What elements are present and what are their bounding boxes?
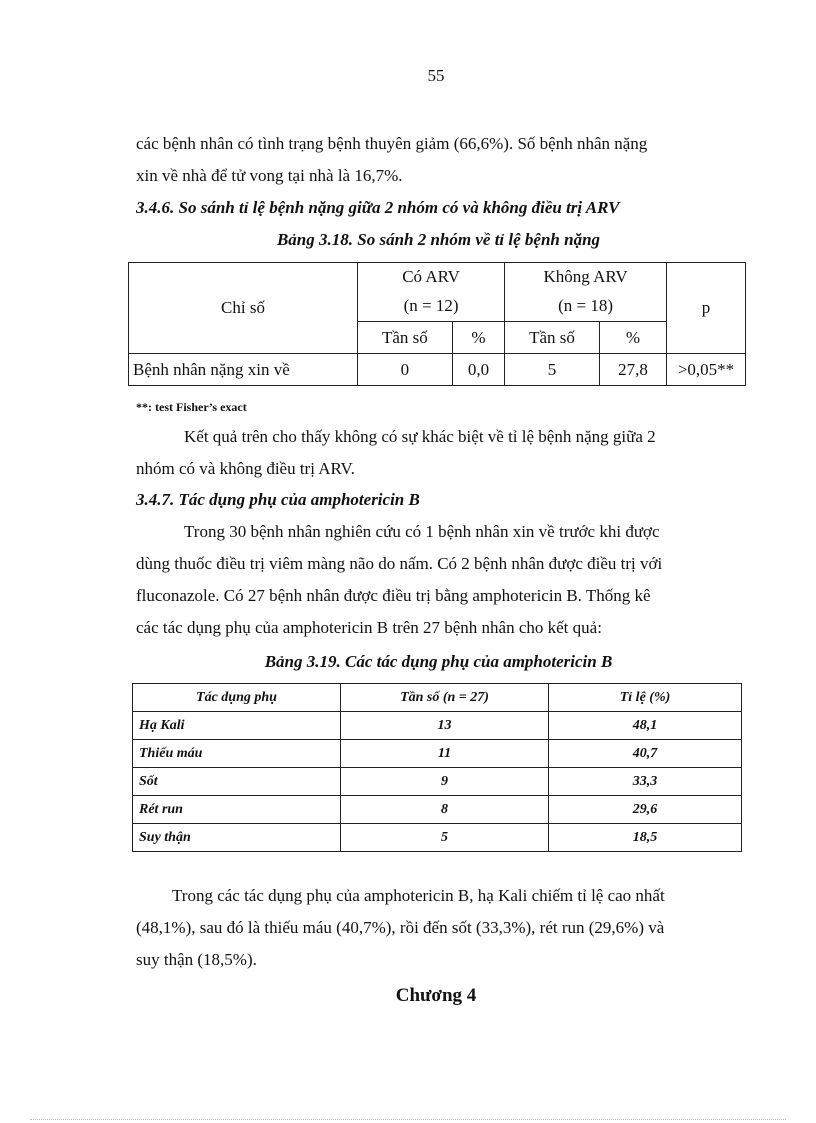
cell-frequency: 13 (341, 712, 549, 740)
paragraph-remission (136, 128, 738, 192)
table-3-18 (128, 262, 746, 386)
table-header-row (133, 684, 742, 712)
header-freq: Tần số (358, 322, 453, 354)
page-number: 55 (427, 66, 445, 85)
header-freq: Tần số (505, 322, 600, 354)
text-line: suy thận (18,5%). (136, 950, 257, 969)
cell-g1-freq: 0 (358, 354, 453, 386)
section-heading-3-4-6: 3.4.6. So sánh tỉ lệ bệnh nặng giữa 2 nhóm có và không điều trị ARV (136, 198, 620, 217)
cell-frequency: 8 (341, 796, 549, 824)
table-row (133, 796, 742, 824)
cell-frequency: 9 (341, 768, 549, 796)
header-indicator: Chỉ số (129, 263, 358, 354)
text-line: (48,1%), sau đó là thiếu máu (40,7%), rồi đến sốt (33,3%), rét run (29,6%) và (136, 918, 665, 937)
table-footnote: **: test Fisher’s exact (136, 400, 247, 414)
cell-rate: 18,5 (549, 824, 742, 852)
paragraph-result (136, 421, 738, 485)
cell-side-effect: Hạ Kali (133, 712, 341, 740)
header-pct: % (452, 322, 504, 354)
cell-frequency: 5 (341, 824, 549, 852)
cell-g2-freq: 5 (505, 354, 600, 386)
text-line: các tác dụng phụ của amphotericin B trên 27 bệnh nhân cho kết quả: (136, 618, 602, 637)
table-row (133, 824, 742, 852)
cell-p: >0,05** (667, 354, 746, 386)
cell-rate: 29,6 (549, 796, 742, 824)
text-line: các bệnh nhân có tình trạng bệnh thuyên giảm (66,6%). Số bệnh nhân nặng (136, 134, 648, 153)
table-row (133, 768, 742, 796)
row-label: Bệnh nhân nặng xin về (129, 354, 358, 386)
header-frequency: Tần số (n = 27) (341, 684, 549, 712)
cell-g1-pct: 0,0 (452, 354, 504, 386)
text-line: xin về nhà để tử vong tại nhà là 16,7%. (136, 166, 403, 185)
cell-side-effect: Rét run (133, 796, 341, 824)
text-line: fluconazole. Có 27 bệnh nhân được điều trị bằng amphotericin B. Thống kê (136, 586, 651, 605)
text-line: Trong các tác dụng phụ của amphotericin B, hạ Kali chiếm tỉ lệ cao nhất (172, 886, 665, 905)
cell-rate: 40,7 (549, 740, 742, 768)
cell-side-effect: Thiếu máu (133, 740, 341, 768)
table-row (129, 354, 746, 386)
cell-frequency: 11 (341, 740, 549, 768)
chapter-title: Chương 4 (395, 985, 477, 1006)
cell-g2-pct: 27,8 (599, 354, 666, 386)
table-row (133, 712, 742, 740)
paragraph-amphotericin (136, 516, 738, 644)
paragraph-side-effects-summary (136, 880, 738, 976)
header-group-arv-n: (n = 12) (358, 291, 505, 322)
text-line: nhóm có và không điều trị ARV. (136, 459, 355, 478)
page-footer-rule (30, 1119, 786, 1120)
header-p: p (667, 263, 746, 354)
section-heading-3-4-7: 3.4.7. Tác dụng phụ của amphotericin B (136, 490, 420, 509)
table-3-19 (132, 683, 742, 852)
header-pct: % (599, 322, 666, 354)
text-line: dùng thuốc điều trị viêm màng não do nấm. Có 2 bệnh nhân được điều trị với (136, 554, 663, 573)
header-group-arv: Có ARV (358, 263, 505, 292)
cell-side-effect: Suy thận (133, 824, 341, 852)
text-line: Trong 30 bệnh nhân nghiên cứu có 1 bệnh nhân xin về trước khi được (184, 522, 660, 541)
header-side-effect: Tác dụng phụ (133, 684, 341, 712)
cell-side-effect: Sốt (133, 768, 341, 796)
cell-rate: 33,3 (549, 768, 742, 796)
cell-rate: 48,1 (549, 712, 742, 740)
header-group-no-arv-n: (n = 18) (505, 291, 667, 322)
header-rate: Tỉ lệ (%) (549, 684, 742, 712)
table-caption-3-19: Bảng 3.19. Các tác dụng phụ của amphotericin B (264, 652, 613, 671)
text-line: Kết quả trên cho thấy không có sự khác biệt về tỉ lệ bệnh nặng giữa 2 (184, 427, 656, 446)
table-caption-3-18: Bảng 3.18. So sánh 2 nhóm về tỉ lệ bệnh nặng (276, 230, 601, 249)
table-row (133, 740, 742, 768)
header-group-no-arv: Không ARV (505, 263, 667, 292)
